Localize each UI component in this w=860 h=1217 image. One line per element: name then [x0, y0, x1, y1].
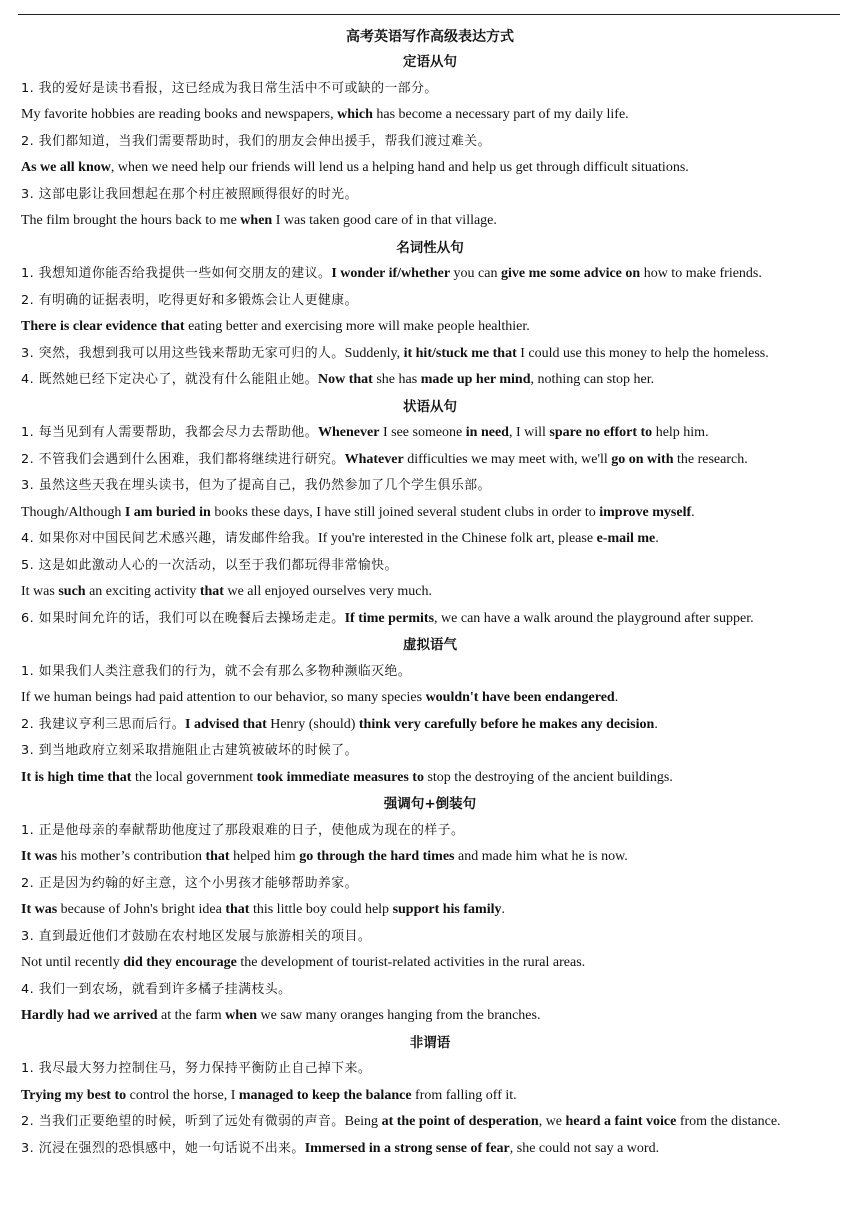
- key-phrase: took immediate measures to: [256, 769, 424, 785]
- english-text: books these days, I have still joined several student clubs in order to: [210, 504, 600, 520]
- english-text: .: [654, 716, 658, 732]
- english-text: , nothing can stop her.: [530, 372, 655, 387]
- key-phrase: I wonder if/whether: [331, 266, 451, 281]
- english-text: helped him: [229, 849, 300, 864]
- english-text: I was taken good care of in that village.: [272, 213, 497, 228]
- english-text: , we: [538, 1114, 566, 1129]
- english-text: his mother’s contribution: [57, 849, 206, 864]
- text-line: [21, 314, 839, 341]
- english-text: we saw many oranges hanging from the branches.: [257, 1008, 541, 1023]
- text-line: [21, 102, 839, 129]
- key-phrase: it hit/stuck me that: [403, 345, 517, 361]
- text-line: [21, 447, 839, 474]
- text-line: [21, 155, 839, 182]
- document-page: [21, 26, 839, 1162]
- text-line: [21, 473, 839, 500]
- key-phrase: at the point of desperation: [381, 1114, 539, 1129]
- chinese-sentence: 4. 既然她已经下定决心了，就没有什么能阻止她。: [21, 372, 319, 387]
- key-phrase: when: [240, 213, 273, 228]
- text-line: [21, 950, 839, 977]
- key-phrase: Hardly had we arrived: [21, 1008, 158, 1023]
- key-phrase: If time permits: [344, 610, 435, 626]
- english-text: she has: [372, 372, 421, 387]
- chinese-sentence: 1. 我尽最大努力控制住马，努力保持平衡防止自己掉下来。: [21, 1061, 372, 1076]
- text-line: [21, 526, 839, 553]
- english-text: control the horse, I: [126, 1087, 239, 1103]
- key-phrase: spare no effort to: [549, 425, 653, 440]
- section-heading: 非谓语: [409, 1034, 451, 1051]
- chinese-sentence: 4. 如果你对中国民间艺术感兴趣，请发邮件给我。: [21, 531, 319, 546]
- key-phrase: managed to keep the balance: [238, 1087, 412, 1103]
- chinese-sentence: 1. 我的爱好是读书看报，这已经成为我日常生活中不可或缺的一部分。: [21, 80, 438, 96]
- chinese-sentence: 3. 到当地政府立刻采取措施阻止古建筑被破坏的时候了。: [21, 743, 358, 758]
- text-line: [21, 685, 839, 712]
- key-phrase: wouldn't have been endangered: [425, 690, 615, 705]
- key-phrase: that: [199, 584, 224, 599]
- key-phrase: support his family: [392, 902, 502, 917]
- key-phrase: that: [205, 849, 230, 864]
- english-text: an exciting activity: [85, 584, 200, 599]
- text-line: [21, 208, 839, 235]
- key-phrase: that: [225, 902, 250, 917]
- english-text: Though/Although: [21, 504, 125, 520]
- english-text: from the distance.: [676, 1114, 781, 1129]
- key-phrase: made up her mind: [420, 372, 531, 387]
- text-line: [21, 341, 839, 368]
- chinese-sentence: 1. 正是他母亲的奉献帮助他度过了那段艰难的日子，使他成为现在的样子。: [21, 822, 465, 838]
- key-phrase: Immersed in a strong sense of fear: [304, 1140, 510, 1156]
- english-text: stop the destroying of the ancient buildings.: [423, 769, 673, 785]
- text-line: [21, 261, 839, 288]
- english-text: you can: [450, 266, 501, 281]
- english-text: we all enjoyed ourselves very much.: [223, 584, 432, 599]
- text-line: [21, 367, 839, 394]
- text-line: [21, 871, 839, 898]
- text-line: [21, 738, 839, 765]
- english-text: eating better and exercising more will make people healthier.: [184, 319, 530, 334]
- english-text: because of John's bright idea: [57, 902, 226, 917]
- key-phrase: I am buried in: [124, 504, 211, 520]
- key-phrase: It was: [21, 902, 58, 917]
- key-phrase: There is clear evidence that: [21, 319, 185, 334]
- document-title: 高考英语写作高级表达方式: [346, 29, 514, 45]
- text-line: [21, 553, 839, 580]
- english-text: the development of tourist-related activities in the rural areas.: [236, 955, 586, 970]
- english-text: I see someone: [379, 425, 466, 440]
- text-line: [21, 765, 839, 792]
- english-text: .: [691, 504, 695, 520]
- english-text: , when we need help our friends will lend us a helping hand and help us get through difficult situations.: [110, 160, 689, 175]
- key-phrase: such: [58, 584, 86, 599]
- text-line: [21, 129, 839, 156]
- key-phrase: go on with: [611, 451, 674, 467]
- english-text: , I will: [508, 425, 550, 440]
- key-phrase: e-mail me: [596, 531, 656, 546]
- text-line: [21, 977, 839, 1004]
- english-text: the research.: [673, 451, 748, 467]
- text-line: [21, 76, 839, 103]
- text-line: [21, 420, 839, 447]
- text-line: [21, 924, 839, 951]
- english-text: .: [614, 690, 619, 705]
- english-text: .: [655, 531, 659, 546]
- text-line: [21, 606, 839, 633]
- chinese-sentence: 1. 如果我们人类注意我们的行为，就不会有那么多物种濒临灭绝。: [21, 663, 412, 679]
- section-heading: 名词性从句: [396, 239, 464, 256]
- key-phrase: did they encourage: [123, 955, 237, 970]
- key-phrase: Trying my best to: [21, 1087, 127, 1103]
- key-phrase: go through the hard times: [299, 849, 455, 864]
- chinese-sentence: 1. 我想知道你能否给我提供一些如何交朋友的建议。: [21, 266, 332, 281]
- key-phrase: Whatever: [344, 451, 404, 467]
- text-line: [21, 1083, 839, 1110]
- english-text: I could use this money to help the homeless.: [516, 345, 769, 361]
- text-line: [21, 182, 839, 209]
- section-heading: 虚拟语气: [403, 637, 457, 653]
- chinese-sentence: 2. 我们都知道，当我们需要帮助时，我们的朋友会伸出援手，帮我们渡过难关。: [21, 133, 491, 149]
- text-line: [21, 712, 839, 739]
- chinese-sentence: 3. 这部电影让我回想起在那个村庄被照顾得很好的时光。: [21, 186, 358, 202]
- english-text: , we can have a walk around the playground after supper.: [434, 610, 754, 626]
- text-line: [21, 659, 839, 686]
- chinese-sentence: 3. 突然，我想到我可以用这些钱来帮助无家可归的人。: [21, 345, 345, 361]
- english-text: this little boy could help: [249, 902, 393, 917]
- key-phrase: when: [225, 1008, 258, 1023]
- english-text: Not until recently: [21, 955, 124, 970]
- chinese-sentence: 2. 有明确的证据表明，吃得更好和多锻炼会让人更健康。: [21, 292, 358, 308]
- key-phrase: As we all know: [21, 160, 111, 175]
- english-text: from falling off it.: [411, 1087, 517, 1103]
- chinese-sentence: 5. 这是如此激动人心的一次活动，以至于我们都玩得非常愉快。: [21, 557, 398, 573]
- english-text: It was: [21, 584, 59, 599]
- text-line: [21, 818, 839, 845]
- text-line: [21, 844, 839, 871]
- chinese-sentence: 2. 当我们正要绝望的时候，听到了远处有微弱的声音。: [21, 1114, 345, 1129]
- english-text: Being: [344, 1114, 382, 1129]
- chinese-sentence: 6. 如果时间允许的话，我们可以在晚餐后去操场走走。: [21, 610, 345, 626]
- chinese-sentence: 2. 不管我们会遇到什么困难，我们都将继续进行研究。: [21, 451, 345, 467]
- chinese-sentence: 2. 我建议亨利三思而后行。: [21, 716, 186, 732]
- key-phrase: Now that: [318, 372, 373, 387]
- english-text: difficulties we may meet with, we'll: [403, 451, 612, 467]
- english-text: .: [501, 902, 505, 917]
- key-phrase: It is high time that: [21, 769, 132, 785]
- section-heading: 状语从句: [403, 398, 457, 415]
- key-phrase: give me some advice on: [500, 266, 641, 281]
- text-line: [21, 1109, 839, 1136]
- chinese-sentence: 3. 虽然这些天我在埋头读书，但为了提高自己，我仍然参加了几个学生俱乐部。: [21, 478, 491, 493]
- text-line: [21, 1003, 839, 1030]
- english-text: help him.: [652, 425, 709, 440]
- english-text: , she could not say a word.: [509, 1140, 660, 1156]
- key-phrase: It was: [21, 849, 58, 864]
- text-line: [21, 1056, 839, 1083]
- key-phrase: which: [337, 107, 373, 122]
- english-text: If you're interested in the Chinese folk art, please: [318, 531, 597, 546]
- text-line: [21, 579, 839, 606]
- english-text: has become a necessary part of my daily life.: [372, 107, 629, 122]
- english-text: My favorite hobbies are reading books and newspapers,: [21, 107, 338, 122]
- chinese-sentence: 3. 沉浸在强烈的恐惧感中，她一句话说不出来。: [21, 1140, 305, 1156]
- key-phrase: I advised that: [185, 716, 267, 732]
- key-phrase: improve myself: [599, 504, 692, 520]
- text-line: [21, 500, 839, 527]
- text-line: [21, 1136, 839, 1163]
- key-phrase: in need: [465, 425, 509, 440]
- english-text: and made him what he is now.: [454, 849, 628, 864]
- english-text: If we human beings had paid attention to our behavior, so many species: [21, 690, 426, 705]
- english-text: the local government: [131, 769, 257, 785]
- section-heading: 定语从句: [403, 54, 457, 70]
- top-rule: [18, 14, 840, 15]
- text-line: [21, 288, 839, 315]
- chinese-sentence: 1. 每当见到有人需要帮助，我都会尽力去帮助他。: [21, 425, 319, 440]
- text-line: [21, 897, 839, 924]
- chinese-sentence: 3. 直到最近他们才鼓励在农村地区发展与旅游相关的项目。: [21, 928, 372, 944]
- english-text: Suddenly,: [344, 345, 404, 361]
- document-body: [21, 49, 839, 1162]
- key-phrase: Whenever: [318, 425, 380, 440]
- english-text: Henry (should): [266, 716, 359, 732]
- chinese-sentence: 4. 我们一到农场，就看到许多橘子挂满枝头。: [21, 981, 292, 997]
- english-text: how to make friends.: [640, 266, 762, 281]
- key-phrase: think very carefully before he makes any decision: [358, 716, 655, 732]
- key-phrase: heard a faint voice: [565, 1114, 677, 1129]
- section-heading: 强调句+倒装句: [383, 796, 477, 812]
- english-text: at the farm: [157, 1008, 226, 1023]
- english-text: The film brought the hours back to me: [21, 213, 241, 228]
- chinese-sentence: 2. 正是因为约翰的好主意，这个小男孩才能够帮助养家。: [21, 875, 358, 891]
